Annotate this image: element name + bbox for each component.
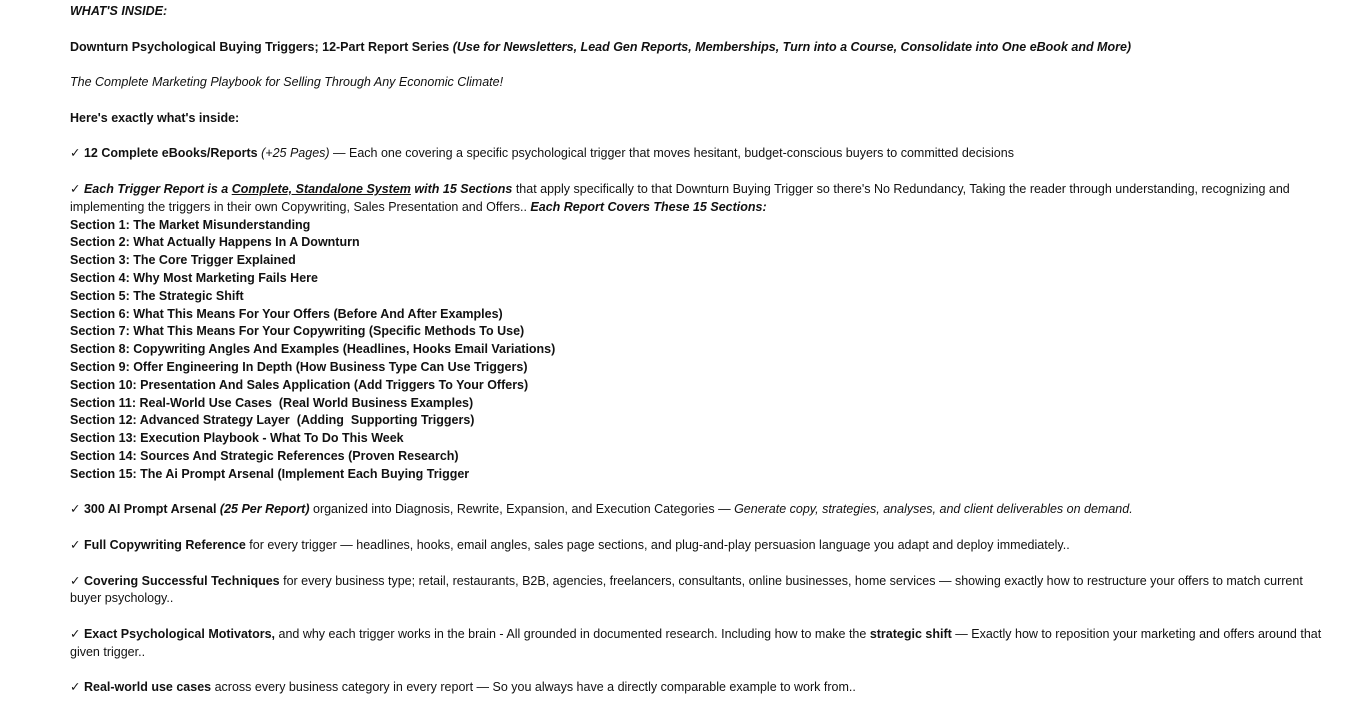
check-icon: ✓ bbox=[70, 502, 81, 517]
sections-list bbox=[70, 217, 1336, 484]
section-item: Section 3: The Core Trigger Explained bbox=[70, 253, 296, 268]
section-item: Section 9: Offer Engineering In Depth (How Business Type Can Use Triggers) bbox=[70, 359, 528, 374]
check-icon: ✓ bbox=[70, 680, 81, 695]
whats-inside-heading: WHAT'S INSIDE: bbox=[70, 4, 168, 18]
item-psychological-motivators: ✓ Exact Psychological Motivators, and why each trigger works in the brain - All grounded in documented research. Including how to make the strategic shift — Exactly how to reposition your marketing and offers around that given trigger.. bbox=[70, 626, 1322, 659]
item-copywriting-reference: ✓ Full Copywriting Reference for every trigger — headlines, hooks, email angles, sales page sections, and plug-and-play persuasion language you adapt and deploy immediately.. bbox=[70, 537, 1070, 552]
section-item: Section 15: The Ai Prompt Arsenal (Implement Each Buying Trigger bbox=[70, 466, 470, 481]
section-item: Section 8: Copywriting Angles And Examples (Headlines, Hooks Email Variations) bbox=[70, 342, 556, 357]
section-item: Section 1: The Market Misunderstanding bbox=[70, 217, 311, 232]
item-successful-techniques: ✓ Covering Successful Techniques for every business type; retail, restaurants, B2B, agencies, freelancers, consultants, online businesses, home services — showing exactly how to restructure your offers to match current buyer psychology.. bbox=[70, 573, 1303, 606]
section-item: Section 13: Execution Playbook - What To Do This Week bbox=[70, 431, 404, 446]
check-icon: ✓ bbox=[70, 573, 81, 588]
series-title: Downturn Psychological Buying Triggers; 12-Part Report Series bbox=[70, 39, 453, 54]
check-icon: ✓ bbox=[70, 537, 81, 552]
standalone-system-emphasis: Complete, Standalone System bbox=[231, 181, 411, 196]
section-item: Section 10: Presentation And Sales Application (Add Triggers To Your Offers) bbox=[70, 377, 529, 392]
section-item: Section 5: The Strategic Shift bbox=[70, 288, 244, 303]
section-item: Section 2: What Actually Happens In A Downturn bbox=[70, 235, 360, 250]
tagline: The Complete Marketing Playbook for Selling Through Any Economic Climate! bbox=[70, 75, 504, 90]
series-uses: (Use for Newsletters, Lead Gen Reports, Memberships, Turn into a Course, Consolidate into One eBook and More) bbox=[452, 39, 1132, 54]
intro-line: Here's exactly what's inside: bbox=[70, 110, 240, 125]
item-ebooks: ✓ 12 Complete eBooks/Reports (+25 Pages) — Each one covering a specific psychological trigger that moves hesitant, budget-conscious buyers to committed decisions bbox=[70, 146, 1014, 161]
series-title-line bbox=[70, 39, 1336, 57]
check-icon: ✓ bbox=[70, 181, 81, 196]
section-item: Section 11: Real-World Use Cases (Real World Business Examples) bbox=[70, 395, 474, 410]
item-trigger-report: ✓ Each Trigger Report is a Complete, Standalone System with 15 Sections that apply specifically to that Downturn Buying Trigger so there's No Redundancy, Taking the reader through understanding, recognizing and implementing the triggers in their own Copywriting, Sales Presentation and Offers.. Each Report Covers These 15 Sections: bbox=[70, 181, 1290, 214]
section-item: Section 12: Advanced Strategy Layer (Adding Supporting Triggers) bbox=[70, 413, 475, 428]
check-icon: ✓ bbox=[70, 626, 81, 641]
item-prompt-arsenal: ✓ 300 AI Prompt Arsenal (25 Per Report) organized into Diagnosis, Rewrite, Expansion, and Execution Categories — Generate copy, strategies, analyses, and client deliverables on demand. bbox=[70, 502, 1133, 517]
section-item: Section 4: Why Most Marketing Fails Here bbox=[70, 270, 318, 285]
section-item: Section 6: What This Means For Your Offers (Before And After Examples) bbox=[70, 306, 503, 321]
section-item: Section 7: What This Means For Your Copywriting (Specific Methods To Use) bbox=[70, 324, 525, 339]
item-use-cases: ✓ Real-world use cases across every business category in every report — So you always have a directly comparable example to work from.. bbox=[70, 680, 856, 695]
check-icon: ✓ bbox=[70, 146, 81, 161]
section-item: Section 14: Sources And Strategic References (Proven Research) bbox=[70, 448, 459, 463]
